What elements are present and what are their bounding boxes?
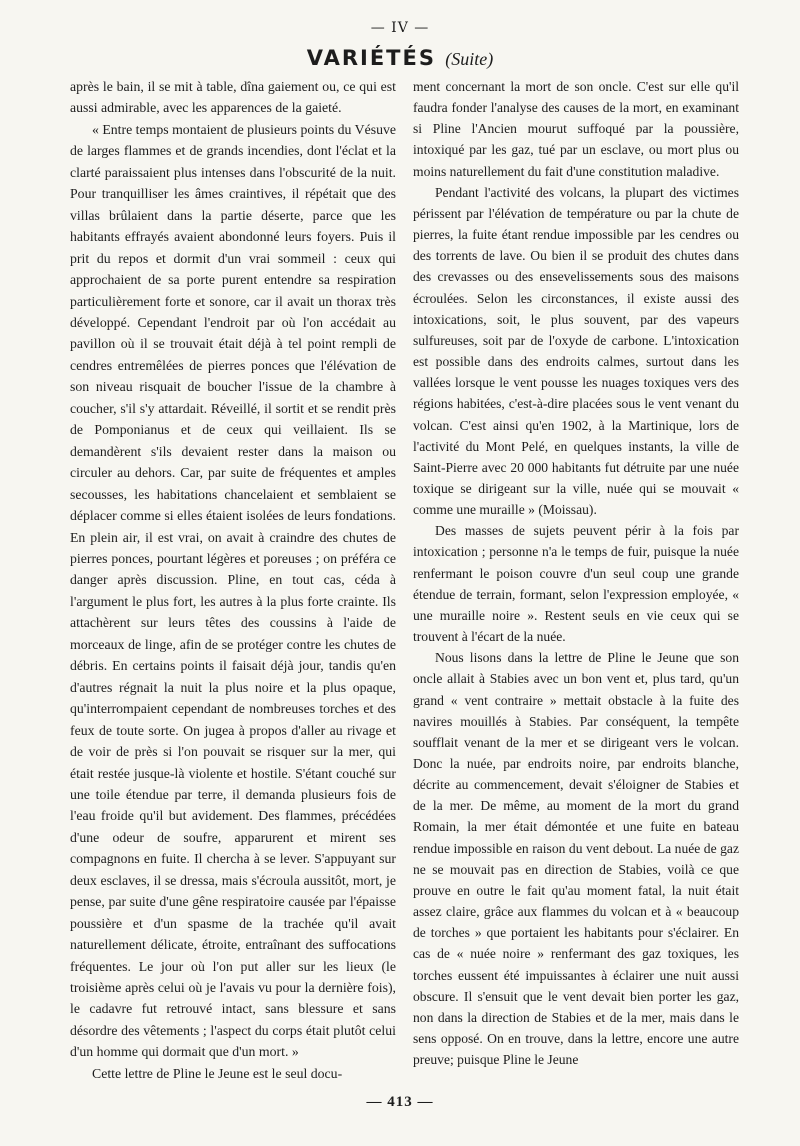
title-subtitle: (Suite) [445,49,494,69]
paragraph: Des masses de sujets peuvent périr à la fois par intoxication ; personne n'a le temps de fuir, puisque la nuée renfermant le poison couvre d'un seul coup une grande étendue de terrain, formant, selon l'expression employée, « une muraille noire ». Restent seuls en vie ceux qui se trouvent à l'écart de la nuée. [413,523,739,645]
title-text: VARIÉTÉS [306,46,436,70]
paragraph: Pendant l'activité des volcans, la plupart des victimes périssent par l'élévation de température ou par la chute de pierres, la fuite étant rendue impossible par les cendres ou des torrents de lave. Ou bien il se produit des chutes dans des crevasses ou des ensevelissements sous des maisons écroulées. Selon les circonstances, il existe aussi des intoxications, soit, le plus souvent, par des vapeurs sulfureuses, soit par de l'oxyde de carbone. L'intoxication est possible dans des endroits calmes, surtout dans les vallées lorsque le vent pousse les nuages toxiques vers des régions habitées, c'est-à-dire placées sous le vent venant du volcan. C'est ainsi qu'en 1902, à la Martinique, lors de l'activité du Mont Pelé, en quelques instants, la ville de Saint-Pierre avec 20 000 habitants fut détruite par une nuée toxique se dirigeant sur la ville, nuée qui se mouvait « comme une muraille » (Moissau). [413,184,739,518]
page-number: — 413 — [366,1094,434,1110]
paragraph: Cette lettre de Pline le Jeune est le seul docu- [92,1065,343,1081]
paragraph: Nous lisons dans la lettre de Pline le Jeune que son oncle allait à Stabies avec un bon vent et, plus tard, qu'un grand « vent contraire » mettait obstacle à la fuite des navires mouillés à Stabies. Par conséquent, la tempête soufflait venant de la mer et se dirigeant vers le volcan. Donc la nuée, par endroits noire, par endroits blanche, décrite au commencement, devait s'éloigner de Stabies et de la mer. De même, au moment de la mort du grand Romain, la mer était démontée et une fuite en bateau rendue impossible en raison du vent debout. La nuée de gaz ne se mouvait pas en direction de Stabies, voilà ce que prouve en outre le fait qu'au moment fatal, la nuit était assez claire, grâce aux flammes du volcan et à « beaucoup de torches » que portaient les habitants pour s'éclairer. En cas de « nuée noire » renfermant des gaz toxiques, les torches eussent été impuissantes à éclairer une nuit aussi obscure. Il s'ensuit que le vent devait bien porter les gaz, non dans la direction de Stabies et de la mer, mais dans le sens opposé. On en trouve, dans la lettre, encore une autre preuve; puisque Pline le Jeune [413,650,739,1068]
paragraph: après le bain, il se mit à table, dîna gaiement ou, ce qui est aussi admirable, avec les apparences de la gaieté. [70,79,396,116]
paragraph: ment concernant la mort de son oncle. C'est sur elle qu'il faudra fonder l'analyse des causes de la mort, en examinant si Pline l'Ancien mourut suffoqué par la poussière, intoxiqué par les gaz, tué par un esclave, ou mort plus ou moins naturellement du fait d'une constitution maladive. [413,79,739,179]
section-folio: — IV — [370,20,430,36]
right-column [413,76,739,1070]
left-column [70,76,396,1084]
section-title [0,46,800,70]
paragraph: « Entre temps montaient de plusieurs points du Vésuve de larges flammes et de grands incendies, dont l'éclat et la clarté paraissaient plus intenses dans l'obscurité de la nuit. Pour tranquilliser les âmes craintives, il répétait que des villas brûlaient dans la partie déserte, parce que les habitants effrayés avaient abondonné leurs foyers. Puis il prit du repos et dormit d'un vrai sommeil : ceux qui approchaient de sa porte purent entendre sa respiration particulièrement forte et sonore, car il avait un thorax très développé. Cependant l'endroit par où l'on accédait au pavillon où il se trouvait était déjà à tel point rempli de cendres entremêlées de pierres ponces que l'élévation de son niveau risquait de boucher l'issue de la chambre à coucher, s'il s'y attardait. Réveillé, il sortit et se rendit près de Pomponianus et de ceux qui veillaient. Ils se demandèrent s'ils devaient rester dans la maison ou circuler au dehors. Car, par suite de fréquentes et amples secousses, les habitations chancelaient et semblaient se déplacer comme si elles étaient isolées de leurs fondations. En plein air, il est vrai, on avait à craindre des chutes de pierres ponces, pourtant légères et poreuses ; on préféra ce danger après discussion. Pline, en tout cas, céda à l'argument le plus fort, les autres à la plus forte crainte. Ils attachèrent sur leurs têtes des coussins à l'aide de morceaux de linge, afin de se protéger contre les chutes de débris. En certains points il faisait déjà jour, tandis qu'en d'autres régnait la nuit la plus noire et la plus opaque, qu'interrompaient cependant de nombreuses torches et des feux de toute sorte. On jugea à propos d'aller au rivage et de voir de près si l'on pouvait se risquer sur la mer, qui était restée jusque-là violente et hostile. S'étant couché sur une toile étendue par terre, il demanda plusieurs fois de l'eau froide qu'il but avidement. Des flammes, précédées d'une odeur de soufre, apparurent et mirent ses compagnons en fuite. Il chercha à se lever. S'appuyant sur deux esclaves, il se dressa, mais s'écroula aussitôt, mort, je pense, par suite d'une gêne respiratoire causée par l'épaisse poussière et d'un spasme de la trachée qu'il avait naturellement délicate, étroite, entraînant des suffocations fréquentes. Le jour où l'on put aller sur les lieux (le troisième après celui où je l'avais vu pour la dernière fois), le cadavre fut retrouvé intact, sans blessure et sans désordre des vêtements ; l'aspect du corps était plutôt celui d'un homme qui dormait que d'un mort. » [70,121,396,1060]
